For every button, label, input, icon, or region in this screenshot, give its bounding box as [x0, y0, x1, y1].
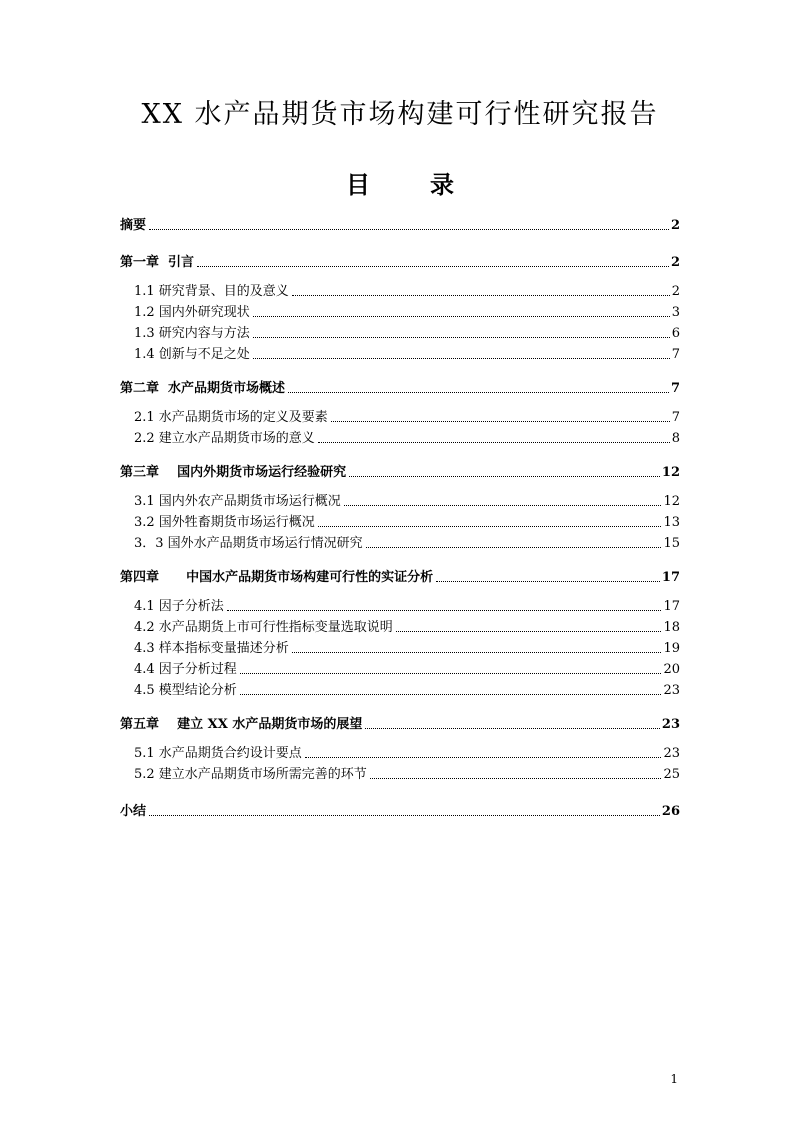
- toc-leader: [197, 265, 669, 267]
- toc-entry[interactable]: [134, 512, 680, 532]
- toc-entry[interactable]: [134, 323, 680, 343]
- toc-entry-title: 第四章 中国水产品期货市场构建可行性的实证分析: [120, 570, 434, 585]
- toc-entry-page: 25: [663, 767, 680, 782]
- toc-entry-title: 小结: [120, 804, 147, 819]
- toc-entry-title: 2.2 建立水产品期货市场的意义: [134, 431, 315, 446]
- toc-entry-page: 23: [661, 717, 680, 732]
- toc-leader: [305, 756, 662, 758]
- toc-leader: [253, 336, 670, 338]
- toc-entry-page: 15: [663, 536, 680, 551]
- toc-entry-title: 4.3 样本指标变量描述分析: [134, 641, 289, 656]
- toc-entry-page: 23: [663, 683, 680, 698]
- toc-leader: [370, 777, 662, 779]
- toc-entry[interactable]: [134, 764, 680, 784]
- toc-entry-title: 摘要: [120, 218, 147, 233]
- toc-entry-title: 第三章 国内外期货市场运行经验研究: [120, 465, 347, 480]
- toc-entry-title: 3.2 国外牲畜期货市场运行概况: [134, 515, 315, 530]
- toc-entry-title: 4.5 模型结论分析: [134, 683, 237, 698]
- toc-entry-page: 2: [670, 255, 680, 270]
- toc-entry[interactable]: [134, 428, 680, 448]
- toc-entry[interactable]: [120, 714, 680, 734]
- toc-leader: [149, 228, 669, 230]
- toc-entry-page: 12: [661, 465, 680, 480]
- toc-entry[interactable]: [134, 596, 680, 616]
- toc-entry-title: 3.1 国内外农产品期货市场运行概况: [134, 494, 341, 509]
- toc-entry[interactable]: [120, 215, 680, 235]
- toc-entry[interactable]: [120, 378, 680, 398]
- toc-entry-title: 第二章 水产品期货市场概述: [120, 381, 286, 396]
- toc-entry-title: 1.3 研究内容与方法: [134, 326, 250, 341]
- toc-entry[interactable]: [120, 462, 680, 482]
- toc-entry[interactable]: [134, 638, 680, 658]
- toc-entry-page: 7: [670, 381, 680, 396]
- toc-leader: [365, 727, 660, 729]
- toc-entry-page: 23: [663, 746, 680, 761]
- toc-entry[interactable]: [134, 617, 680, 637]
- toc-entry-page: 19: [663, 641, 680, 656]
- toc-entry[interactable]: [134, 659, 680, 679]
- toc-entry-title: 1.1 研究背景、目的及意义: [134, 284, 289, 299]
- toc-entry-page: 12: [663, 494, 680, 509]
- toc-entry-page: 8: [671, 431, 680, 446]
- toc-leader: [288, 391, 669, 393]
- toc-entry-page: 17: [661, 570, 680, 585]
- toc-heading-right: 录: [430, 171, 454, 199]
- toc-leader: [318, 525, 662, 527]
- toc-leader: [292, 294, 670, 296]
- toc-entry-title: 4.1 因子分析法: [134, 599, 224, 614]
- toc-entry[interactable]: [120, 801, 680, 821]
- toc-leader: [240, 693, 662, 695]
- page-number: 1: [670, 1072, 678, 1086]
- toc-entry-title: 5.2 建立水产品期货市场所需完善的环节: [134, 767, 367, 782]
- toc-leader: [331, 420, 670, 422]
- toc-entry-page: 13: [663, 515, 680, 530]
- toc-leader: [240, 672, 662, 674]
- toc-entry-title: 第五章 建立 XX 水产品期货市场的展望: [120, 717, 363, 732]
- toc-entry-title: 2.1 水产品期货市场的定义及要素: [134, 410, 328, 425]
- toc-leader: [292, 651, 662, 653]
- toc-entry-page: 18: [663, 620, 680, 635]
- toc-leader: [318, 441, 670, 443]
- toc-leader: [349, 475, 660, 477]
- toc-entry-page: 20: [663, 662, 680, 677]
- toc-entry[interactable]: [134, 743, 680, 763]
- toc-entry[interactable]: [120, 252, 680, 272]
- toc-leader: [396, 630, 662, 632]
- toc-entry[interactable]: [134, 407, 680, 427]
- toc-entry-page: 17: [663, 599, 680, 614]
- toc-leader: [436, 580, 660, 582]
- toc-leader: [253, 315, 670, 317]
- document-title: XX 水产品期货市场构建可行性研究报告: [141, 99, 659, 130]
- toc-entry-title: 1.4 创新与不足之处: [134, 347, 250, 362]
- toc-leader: [149, 814, 660, 816]
- toc-entry-title: 5.1 水产品期货合约设计要点: [134, 746, 302, 761]
- toc-leader: [344, 504, 662, 506]
- toc-entry-page: 26: [661, 804, 680, 819]
- toc-entry-title: 4.2 水产品期货上市可行性指标变量选取说明: [134, 620, 393, 635]
- toc-heading-left: 目: [346, 171, 370, 199]
- toc-leader: [227, 609, 662, 611]
- toc-leader: [366, 546, 662, 548]
- toc-entry[interactable]: [134, 680, 680, 700]
- toc-entry-title: 3．3 国外水产品期货市场运行情况研究: [134, 536, 363, 551]
- toc-entry[interactable]: [134, 281, 680, 301]
- toc-entry-page: 6: [671, 326, 680, 341]
- toc-entry[interactable]: [134, 491, 680, 511]
- toc-entry-page: 7: [671, 410, 680, 425]
- toc-entry-page: 3: [671, 305, 680, 320]
- toc-entry-title: 1.2 国内外研究现状: [134, 305, 250, 320]
- toc-entry-title: 第一章 引言: [120, 255, 195, 270]
- toc-entry-page: 2: [670, 218, 680, 233]
- toc-entry-page: 7: [671, 347, 680, 362]
- toc-entry[interactable]: [134, 344, 680, 364]
- toc-leader: [253, 357, 670, 359]
- toc-heading: [0, 165, 800, 200]
- toc-entry[interactable]: [120, 567, 680, 587]
- toc-entry[interactable]: [134, 302, 680, 322]
- toc-entry[interactable]: [134, 533, 680, 553]
- toc-entry-title: 4.4 因子分析过程: [134, 662, 237, 677]
- toc-entry-page: 2: [671, 284, 680, 299]
